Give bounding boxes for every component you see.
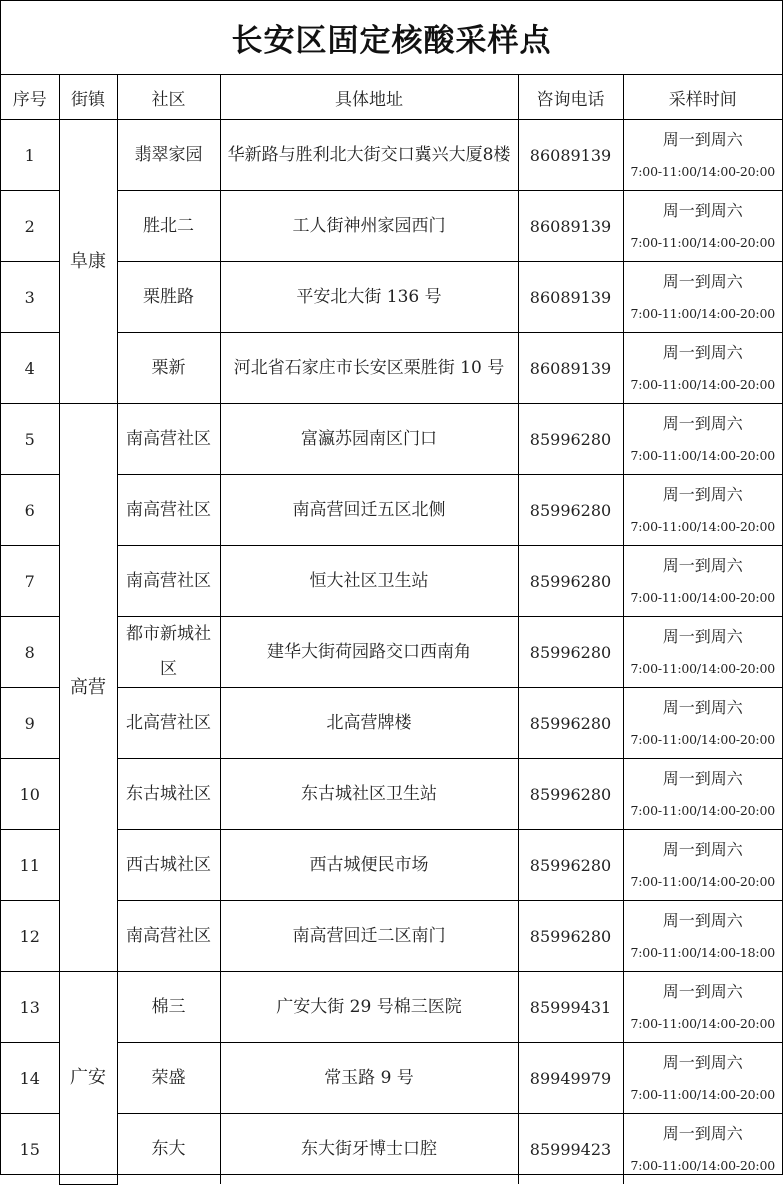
- community-cell: 翡翠家园: [117, 120, 220, 191]
- time-days: 周一到周六: [662, 911, 743, 930]
- time-days: 周一到周六: [662, 698, 743, 717]
- address-cell: 建华大街荷园路交口西南角: [220, 617, 518, 688]
- time-cell: [623, 688, 782, 759]
- time-cell: [623, 475, 782, 546]
- time-days: 周一到周六: [662, 485, 743, 504]
- community-cell: 南高营社区: [117, 901, 220, 972]
- table-row: [1, 972, 782, 1043]
- table-row: [1, 404, 782, 475]
- header-phone: 咨询电话: [518, 75, 623, 120]
- community-cell: 栗新: [117, 333, 220, 404]
- row-index: 3: [1, 262, 59, 333]
- time-days: 周一到周六: [662, 1053, 743, 1072]
- address-cell: 恒大社区卫生站: [220, 546, 518, 617]
- town-cell: 阜康: [59, 120, 117, 404]
- community-cell: 棉三: [117, 972, 220, 1043]
- table-row: [1, 262, 782, 333]
- time-days: 周一到周六: [662, 982, 743, 1001]
- address-cell: 北高营牌楼: [220, 688, 518, 759]
- time-days: 周一到周六: [662, 130, 743, 149]
- address-cell: 南高营回迁二区南门: [220, 901, 518, 972]
- time-days: 周一到周六: [662, 769, 743, 788]
- phone-cell: 86089139: [518, 120, 623, 191]
- time-days: 周一到周六: [662, 556, 743, 575]
- table-row: [1, 688, 782, 759]
- address-cell: 西古城便民市场: [220, 830, 518, 901]
- community-cell: 南高营社区: [117, 404, 220, 475]
- table-header-row: [1, 75, 782, 120]
- time-hours: 7:00-11:00/14:00-20:00: [630, 1087, 775, 1102]
- time-hours: 7:00-11:00/14:00-20:00: [630, 164, 775, 179]
- row-index: 4: [1, 333, 59, 404]
- phone-cell: 86089139: [518, 262, 623, 333]
- table-row: [1, 546, 782, 617]
- row-index: 13: [1, 972, 59, 1043]
- town-cell: 广安: [59, 972, 117, 1185]
- phone-cell: 85996280: [518, 759, 623, 830]
- table-row: [1, 901, 782, 972]
- community-cell: 东古城社区: [117, 759, 220, 830]
- address-cell: 工人街神州家园西门: [220, 191, 518, 262]
- time-cell: [623, 404, 782, 475]
- time-hours: 7:00-11:00/14:00-18:00: [630, 945, 775, 960]
- address-cell: 南高营回迁五区北侧: [220, 475, 518, 546]
- row-index: 14: [1, 1043, 59, 1114]
- row-index: 11: [1, 830, 59, 901]
- table-row: [1, 1114, 782, 1185]
- time-cell: [623, 901, 782, 972]
- table-row: [1, 1043, 782, 1114]
- address-cell: 河北省石家庄市长安区栗胜街 10 号: [220, 333, 518, 404]
- address-cell: 东古城社区卫生站: [220, 759, 518, 830]
- phone-cell: 85996280: [518, 901, 623, 972]
- time-hours: 7:00-11:00/14:00-20:00: [630, 448, 775, 463]
- address-cell: 富瀛苏园南区门口: [220, 404, 518, 475]
- row-index: 15: [1, 1114, 59, 1185]
- time-cell: [623, 333, 782, 404]
- community-cell: 东大: [117, 1114, 220, 1185]
- phone-cell: 85999431: [518, 972, 623, 1043]
- time-days: 周一到周六: [662, 343, 743, 362]
- table-row: [1, 830, 782, 901]
- time-hours: 7:00-11:00/14:00-20:00: [630, 661, 775, 676]
- time-hours: 7:00-11:00/14:00-20:00: [630, 1016, 775, 1031]
- row-index: 1: [1, 120, 59, 191]
- time-hours: 7:00-11:00/14:00-20:00: [630, 519, 775, 534]
- phone-cell: 85996280: [518, 688, 623, 759]
- phone-cell: 85996280: [518, 546, 623, 617]
- time-cell: [623, 546, 782, 617]
- time-hours: 7:00-11:00/14:00-20:00: [630, 874, 775, 889]
- phone-cell: 86089139: [518, 333, 623, 404]
- time-hours: 7:00-11:00/14:00-20:00: [630, 803, 775, 818]
- community-cell: 南高营社区: [117, 475, 220, 546]
- header-index: 序号: [1, 75, 59, 120]
- sampling-sites-table: [1, 75, 782, 1185]
- phone-cell: 85996280: [518, 475, 623, 546]
- time-cell: [623, 617, 782, 688]
- time-cell: [623, 191, 782, 262]
- row-index: 2: [1, 191, 59, 262]
- town-cell: 高营: [59, 404, 117, 972]
- time-cell: [623, 120, 782, 191]
- row-index: 7: [1, 546, 59, 617]
- time-cell: [623, 1114, 782, 1185]
- community-cell: 西古城社区: [117, 830, 220, 901]
- row-index: 6: [1, 475, 59, 546]
- community-cell: 栗胜路: [117, 262, 220, 333]
- phone-cell: 89949979: [518, 1043, 623, 1114]
- community-cell: 荣盛: [117, 1043, 220, 1114]
- time-hours: 7:00-11:00/14:00-20:00: [630, 235, 775, 250]
- time-days: 周一到周六: [662, 627, 743, 646]
- time-hours: 7:00-11:00/14:00-20:00: [630, 732, 775, 747]
- time-cell: [623, 830, 782, 901]
- time-days: 周一到周六: [662, 1124, 743, 1143]
- community-cell: 南高营社区: [117, 546, 220, 617]
- row-index: 9: [1, 688, 59, 759]
- time-cell: [623, 1043, 782, 1114]
- time-cell: [623, 759, 782, 830]
- header-time: 采样时间: [623, 75, 782, 120]
- phone-cell: 85996280: [518, 404, 623, 475]
- time-days: 周一到周六: [662, 840, 743, 859]
- phone-cell: 85996280: [518, 830, 623, 901]
- community-cell: 都市新城社区: [117, 617, 220, 688]
- address-cell: 常玉路 9 号: [220, 1043, 518, 1114]
- address-cell: 东大街牙博士口腔: [220, 1114, 518, 1185]
- community-cell: 北高营社区: [117, 688, 220, 759]
- table-row: [1, 475, 782, 546]
- phone-cell: 85996280: [518, 617, 623, 688]
- header-address: 具体地址: [220, 75, 518, 120]
- table-row: [1, 333, 782, 404]
- address-cell: 广安大街 29 号棉三医院: [220, 972, 518, 1043]
- time-cell: [623, 262, 782, 333]
- time-hours: 7:00-11:00/14:00-20:00: [630, 306, 775, 321]
- table-row: [1, 617, 782, 688]
- time-cell: [623, 972, 782, 1043]
- row-index: 8: [1, 617, 59, 688]
- table-row: [1, 191, 782, 262]
- table-row: [1, 120, 782, 191]
- header-town: 街镇: [59, 75, 117, 120]
- time-hours: 7:00-11:00/14:00-20:00: [630, 1158, 775, 1173]
- row-index: 10: [1, 759, 59, 830]
- community-cell: 胜北二: [117, 191, 220, 262]
- address-cell: 华新路与胜利北大街交口冀兴大厦8楼: [220, 120, 518, 191]
- time-days: 周一到周六: [662, 201, 743, 220]
- row-index: 12: [1, 901, 59, 972]
- phone-cell: 86089139: [518, 191, 623, 262]
- table-row: [1, 759, 782, 830]
- time-days: 周一到周六: [662, 414, 743, 433]
- phone-cell: 85999423: [518, 1114, 623, 1185]
- time-hours: 7:00-11:00/14:00-20:00: [630, 377, 775, 392]
- row-index: 5: [1, 404, 59, 475]
- page-title: 长安区固定核酸采样点: [1, 1, 782, 75]
- address-cell: 平安北大街 136 号: [220, 262, 518, 333]
- time-hours: 7:00-11:00/14:00-20:00: [630, 590, 775, 605]
- time-days: 周一到周六: [662, 272, 743, 291]
- header-community: 社区: [117, 75, 220, 120]
